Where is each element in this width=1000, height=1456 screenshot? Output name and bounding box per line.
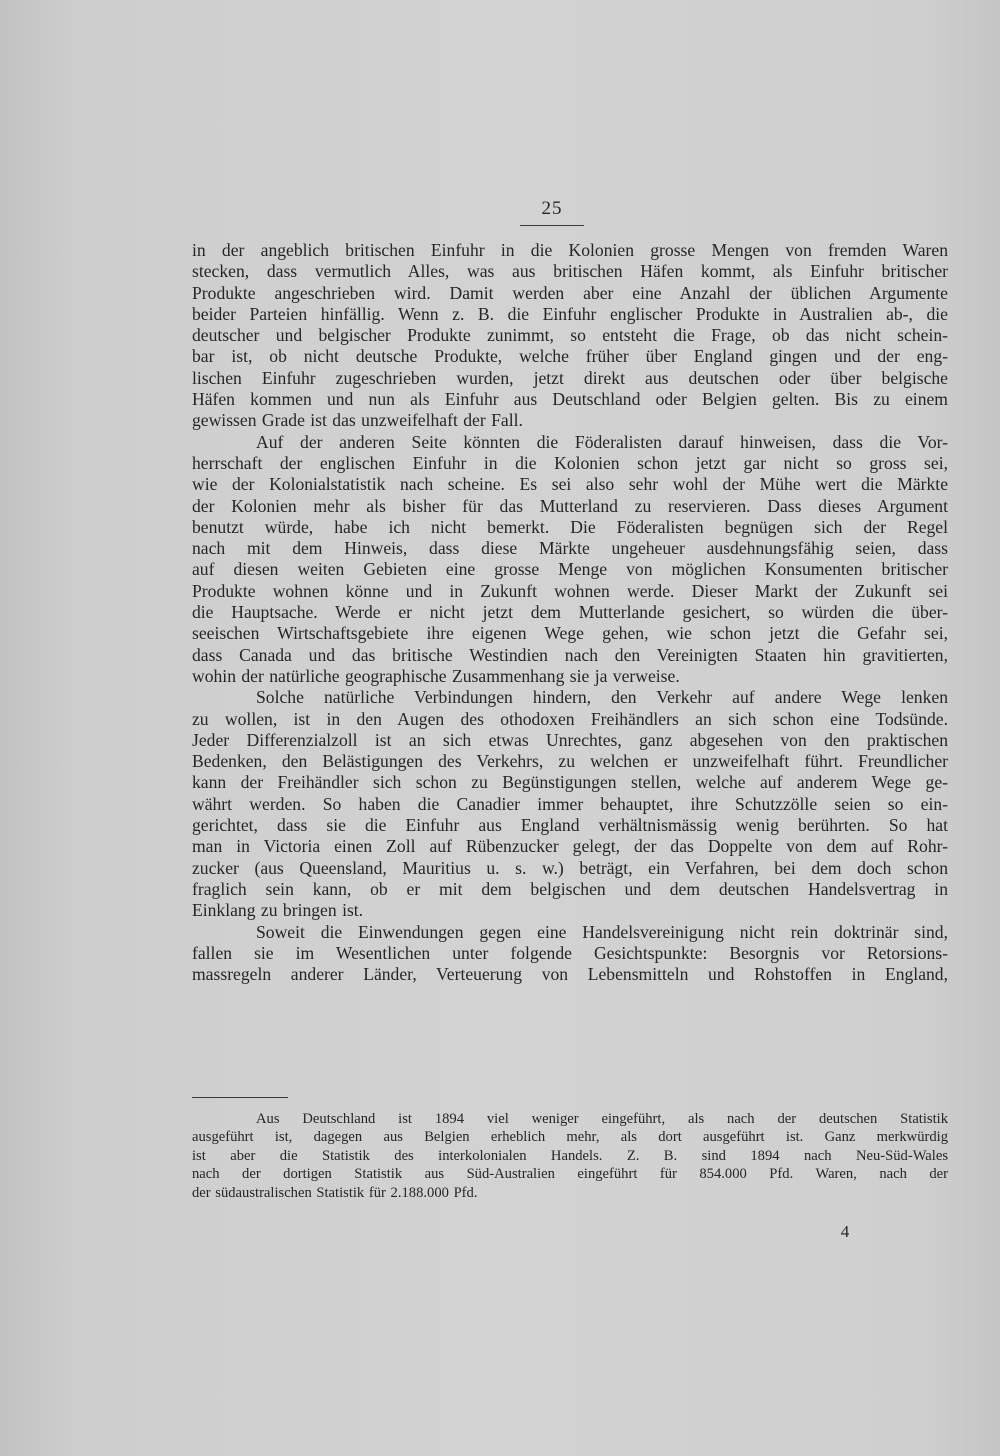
body-line: wie der Kolonialstatistik nach scheine. Es sei also sehr wohl der Mühe wert die Märkte — [192, 474, 948, 495]
body-line: gewissen Grade ist das unzweifelhaft der Fall. — [192, 410, 523, 431]
body-line: der Kolonien mehr als bisher für das Mutterland zu reservieren. Dass dieses Argument — [192, 495, 948, 516]
body-line: lischen Einfuhr zugeschrieben wurden, jetzt direkt aus deutschen oder über belgische — [192, 367, 948, 388]
body-line: massregeln anderer Länder, Verteuerung von Lebensmitteln und Rohstoffen in England, — [192, 964, 948, 985]
body-line: man in Victoria einen Zoll auf Rübenzucker gelegt, der das Doppelte von dem auf Rohr- — [192, 836, 948, 857]
footnote-line: ist aber die Statistik des interkolonialen Handels. Z. B. sind 1894 nach Neu-Süd-Wales — [192, 1147, 948, 1164]
body-line: währt werden. So haben die Canadier immer behauptet, ihre Schutzzölle seien so ein- — [192, 793, 948, 814]
body-line: in der angeblich britischen Einfuhr in die Kolonien grosse Mengen von fremden Waren — [192, 240, 948, 260]
body-line: Soweit die Einwendungen gegen eine Handelsvereinigung nicht rein doktrinär sind, — [256, 921, 948, 942]
signature-mark: 4 — [840, 1222, 850, 1241]
body-line: zu wollen, ist in den Augen des othodoxen Freihändlers an sich schon eine Todsünde. — [192, 708, 948, 729]
body-line: Produkte wohnen könne und in Zukunft wohnen werde. Dieser Markt der Zukunft sei — [192, 580, 948, 601]
body-line: Jeder Differenzialzoll ist an sich etwas Unrechtes, ganz abgesehen von den praktischen — [192, 729, 948, 750]
body-line: Auf der anderen Seite könnten die Föderalisten darauf hinweisen, dass die Vor- — [256, 431, 948, 452]
body-line: Häfen kommen und nun als Einfuhr aus Deutschland oder Belgien gelten. Bis zu einem — [192, 389, 948, 410]
body-line: kann der Freihändler sich schon zu Begünstigungen stellen, welche auf anderem Wege ge- — [192, 772, 948, 793]
body-line: nach mit dem Hinweis, dass diese Märkte ungeheuer ausdehnungsfähig seien, dass — [192, 538, 948, 559]
footnote-line: Aus Deutschland ist 1894 viel weniger eingeführt, als nach der deutschen Statistik — [256, 1111, 948, 1127]
body-line: fraglich sein kann, ob er mit dem belgischen und dem deutschen Handelsvertrag in — [192, 878, 948, 899]
body-line: deutscher und belgischer Produkte zunimmt, so entsteht die Frage, ob das nicht schein- — [192, 325, 948, 346]
footnote-line: der südaustralischen Statistik für 2.188.000 Pfd. — [192, 1184, 478, 1201]
body-line: Bedenken, den Belästigungen des Verkehrs, zu welchen er unzweifelhaft führt. Freundlicher — [192, 751, 948, 772]
footnote-line: ausgeführt ist, dagegen aus Belgien erheblich mehr, als dort ausgeführt ist. Ganz merkwürdig — [192, 1129, 948, 1146]
body-line: zucker (aus Queensland, Mauritius u. s. w.) beträgt, ein Verfahren, bei dem doch schon — [192, 857, 948, 878]
body-line: Solche natürliche Verbindungen hindern, den Verkehr auf andere Wege lenken — [256, 687, 948, 708]
footnote-rule — [192, 1097, 288, 1098]
body-line: Einklang zu bringen ist. — [192, 900, 364, 921]
body-line: benutzt würde, habe ich nicht bemerkt. Die Föderalisten begnügen sich der Regel — [192, 516, 948, 537]
body-line: wohin der natürliche geographische Zusammenhang sie ja verweise. — [192, 665, 680, 686]
body-line: stecken, dass vermutlich Alles, was aus britischen Häfen kommt, als Einfuhr britischer — [192, 261, 948, 282]
body-line: beider Parteien hinfällig. Wenn z. B. die Einfuhr englischer Produkte in Australien ab-, die — [192, 303, 948, 324]
body-line: bar ist, ob nicht deutsche Produkte, welche früher über England gingen und der eng- — [192, 346, 948, 367]
footnote-line: nach der dortigen Statistik aus Süd-Australien eingeführt für 854.000 Pfd. Waren, nach der — [192, 1166, 948, 1183]
body-line: auf diesen weiten Gebieten eine grosse Menge von möglichen Konsumenten britischer — [192, 559, 948, 580]
body-line: fallen sie im Wesentlichen unter folgende Gesichtspunkte: Besorgnis vor Retorsions- — [192, 942, 948, 963]
body-line: Produkte angeschrieben wird. Damit werden aber eine Anzahl der üblichen Argumente — [192, 282, 948, 303]
body-text — [192, 240, 948, 985]
page-number: 25 — [541, 198, 563, 219]
body-line: seeischen Wirtschaftsgebiete ihre eigenen Wege gehen, wie schon jetzt die Gefahr sei, — [192, 623, 948, 644]
body-line: die Hauptsache. Werde er nicht jetzt dem Mutterlande gesichert, so würden die über- — [192, 602, 948, 623]
body-line: dass Canada und das britische Westindien nach den Vereinigten Staaten hin gravitierten, — [192, 644, 948, 665]
page-number-rule — [520, 225, 584, 226]
body-line: herrschaft der englischen Einfuhr in die Kolonien schon jetzt gar nicht so gross sei, — [192, 452, 948, 473]
body-line: gerichtet, dass sie die Einfuhr aus England verhältnismässig wenig berührten. So hat — [192, 815, 948, 836]
footnote — [192, 1110, 948, 1202]
